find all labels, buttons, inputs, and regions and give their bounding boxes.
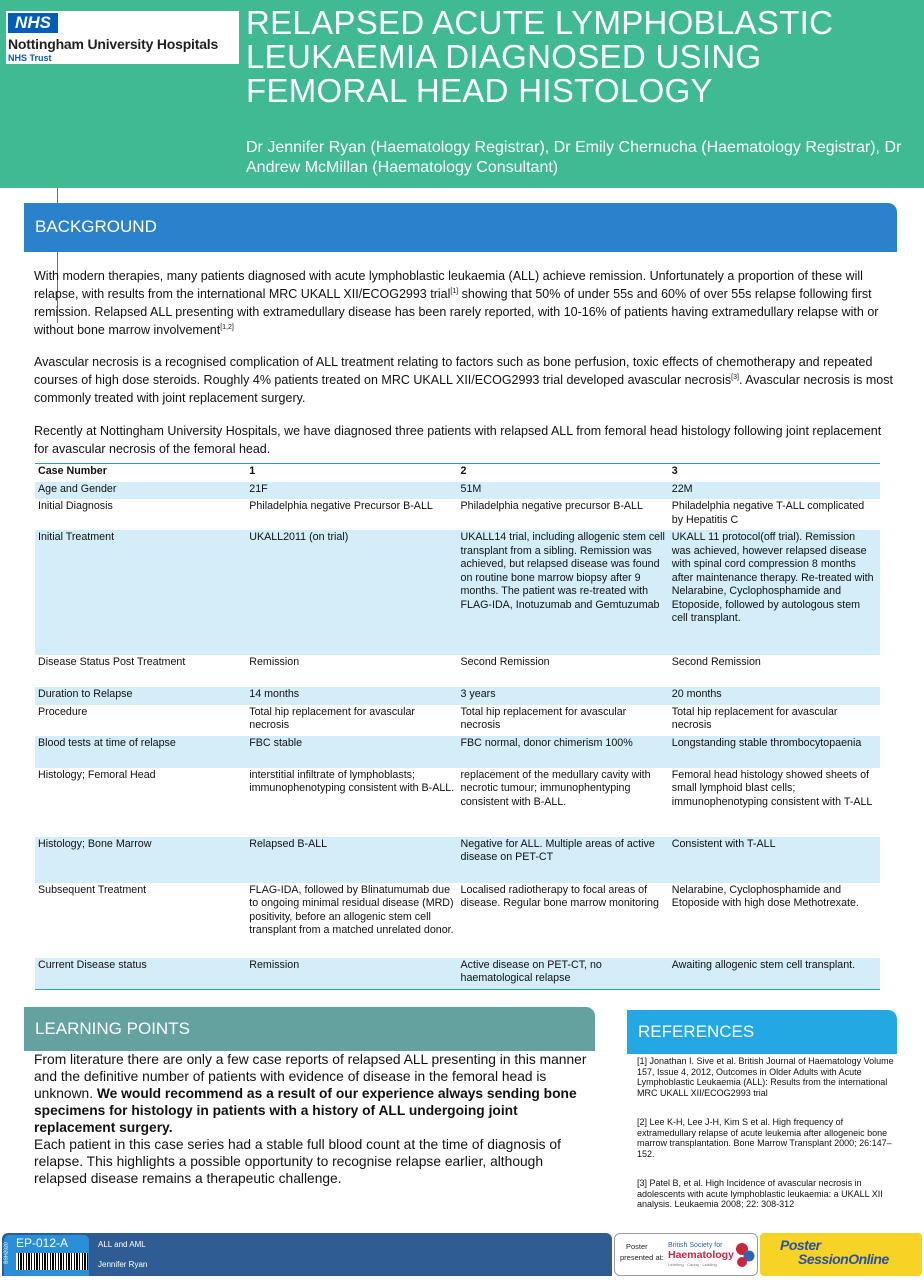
table-row-label: Initial Treatment bbox=[35, 530, 246, 655]
table-cell: Total hip replacement for avascular necrosis bbox=[249, 705, 415, 731]
table-cell: UKALL 11 protocol(off trial). Remission was achieved, however relapsed disease with spinal cord compression 8 months after maintenance therapy. Re-treated with Nelarabine, Cyclophosphamide and Etoposide, followed by autologous stem cell transplant. bbox=[669, 530, 880, 655]
table-row bbox=[35, 482, 880, 500]
table-cell: Consistent with T-ALL bbox=[669, 837, 880, 883]
table-row-label: Disease Status Post Treatment bbox=[38, 656, 186, 668]
case-table bbox=[35, 463, 880, 990]
table-cell: Negative for ALL. Multiple areas of active disease on PET-CT bbox=[458, 837, 669, 883]
table-cell: 3 years bbox=[458, 687, 669, 705]
citation-1: [1] bbox=[450, 288, 459, 295]
footer-bar bbox=[2, 1233, 612, 1276]
reference-item: [2] Lee K-H, Lee J-H, Kim S et al. High frequency of extramedullary relapse of acute leukemia after allogeneic bone marrow transplantation. Bone Marrow Transplant 2000; 26:147–152. bbox=[637, 1117, 892, 1159]
table-row bbox=[35, 655, 880, 687]
table-cell: FBC normal, donor chimerism 100% bbox=[458, 736, 669, 768]
table-row-label: Blood tests at time of relapse bbox=[35, 736, 246, 768]
table-cell: Nelarabine, Cyclophosphamide and Etoposide with high dose Methotrexate. bbox=[671, 883, 859, 909]
background-p2-text-a: Avascular necrosis is a recognised complication of ALL treatment relating to factors such as bone perfusion, toxic effects of chemotherapy and repeated courses of high dose steroids. Roughly 4% patients treated on MRC UKALL XII/ECOG2993 trial developed avascular necrosis bbox=[34, 355, 873, 387]
table-cell: 21F bbox=[246, 482, 457, 500]
reference-item: [1] Jonathan I. Sive et al. British Journal of Haematology Volume 157, Issue 4, 2012, Outcomes in Older Adults with Acute Lymphoblastic Leukaemia (ALL): Results from the international MRC UKALL XII/ECOG2993 trial bbox=[637, 1056, 894, 1098]
table-cell: Philadelphia negative Precursor B-ALL bbox=[249, 500, 433, 512]
table-cell: Relapsed B-ALL bbox=[246, 837, 457, 883]
background-p2-text-b: . Avascular necrosis is most commonly treated with joint replacement surgery. bbox=[34, 373, 893, 405]
table-cell: Active disease on PET-CT, no haematological relapse bbox=[458, 958, 669, 990]
table-cell: Localised radiotherapy to focal areas of disease. Regular bone marrow monitoring bbox=[460, 883, 659, 909]
table-cell: 20 months bbox=[669, 687, 880, 705]
learning-points-heading: LEARNING POINTS bbox=[24, 1007, 595, 1051]
table-cell: Longstanding stable thrombocytopaenia bbox=[669, 736, 880, 768]
poster-presenter: Jennifer Ryan bbox=[98, 1260, 148, 1269]
poster-authors: Dr Jennifer Ryan (Haematology Registrar), Dr Emily Chernucha (Haematology Registrar), Dr Andrew McMillan (Haematology Consultant) bbox=[246, 139, 902, 176]
table-cell: interstitial infiltrate of lymphoblasts; immunophenotyping consistent with B-ALL. bbox=[249, 768, 455, 794]
bsh-org-tagline: Learning · Caring · Leading bbox=[668, 1262, 717, 1267]
table-row bbox=[35, 768, 880, 837]
citation-1-2: [1,2] bbox=[220, 324, 234, 331]
table-row bbox=[35, 883, 880, 958]
table-row-label: Histology; Femoral Head bbox=[38, 768, 156, 781]
logo-org-name: Nottingham University Hospitals bbox=[8, 36, 219, 52]
table-cell: replacement of the medullary cavity with necrotic tumour; immunophentyping consistent with B-ALL. bbox=[460, 768, 651, 808]
table-cell: Awaiting allogenic stem cell transplant. bbox=[669, 958, 880, 990]
table-cell: 51M bbox=[458, 482, 669, 500]
table-row-label: Procedure bbox=[38, 705, 88, 718]
bsh-presented-label-2: presented at: bbox=[620, 1253, 664, 1262]
poster-title: RELAPSED ACUTE LYMPHOBLASTIC LEUKAEMIA DIAGNOSED USING FEMORAL HEAD HISTOLOGY bbox=[246, 4, 834, 109]
poster-session-online-logo bbox=[760, 1233, 922, 1276]
conference-vertical-label: BSH2020 bbox=[3, 1242, 10, 1264]
table-cell: 22M bbox=[669, 482, 880, 500]
table-header-cell: 2 bbox=[458, 464, 669, 482]
reference-item: [3] Patel B, et al. High Incidence of avascular necrosis in adolescents with acute lymphoblastic leukaemia: a UKALL XII analysis. Leukaemia 2008; 22: 308-312 bbox=[637, 1178, 883, 1209]
poster-track: ALL and AML bbox=[98, 1240, 146, 1249]
bsh-logo bbox=[614, 1233, 758, 1276]
background-paragraph-1 bbox=[34, 267, 898, 339]
learning-recommendation: We would recommend as a result of our experience always sending bone specimens for histology in patients with a history of ALL undergoing joint replacement surgery. bbox=[34, 1086, 577, 1135]
learning-text-2: Each patient in this case series had a stable full blood count at the time of diagnosis of relapse. This highlights a possible opportunity to recognise relapse earlier, although relapsed disease remains a therapeutic challenge. bbox=[34, 1137, 561, 1186]
table-row-label: Age and Gender bbox=[35, 482, 246, 500]
references-list bbox=[637, 1056, 899, 1229]
table-cell: Remission bbox=[246, 958, 457, 990]
citation-3: [3] bbox=[731, 374, 739, 381]
table-header-row bbox=[35, 464, 880, 482]
table-row bbox=[35, 837, 880, 883]
table-row bbox=[35, 705, 880, 736]
background-heading: BACKGROUND bbox=[24, 203, 897, 252]
table-cell: Second Remission bbox=[671, 656, 761, 668]
table-row-label: Duration to Relapse bbox=[35, 687, 246, 705]
table-header-cell: 3 bbox=[669, 464, 880, 482]
table-cell: Philadelphia negative T-ALL complicated by Hepatitis C bbox=[671, 500, 865, 526]
table-cell: Philadelphia negative precursor B-ALL bbox=[460, 500, 643, 512]
table-row-label: Initial Diagnosis bbox=[38, 500, 113, 512]
background-paragraph-2 bbox=[34, 353, 898, 407]
poster-code: EP-012-A bbox=[16, 1236, 69, 1250]
table-row-label: Current Disease status bbox=[35, 958, 246, 990]
background-p1-text-b: showing that 50% of under 55s and 60% of over 55s relapse following first remission. Relapsed ALL presenting with extramedullary disease has been rarely reported, with 10-16% of patients having extramedullary relapse with or without bone marrow involvement bbox=[34, 287, 879, 337]
table-header-cell: 1 bbox=[246, 464, 457, 482]
table-cell: 14 months bbox=[246, 687, 457, 705]
table-row-label: Subsequent Treatment bbox=[38, 883, 147, 896]
nhs-logo bbox=[6, 11, 239, 64]
table-cell: UKALL2011 (on trial) bbox=[246, 530, 457, 655]
table-cell: Total hip replacement for avascular necrosis bbox=[460, 705, 627, 731]
barcode-icon bbox=[16, 1253, 88, 1270]
bsh-presented-label: Poster bbox=[626, 1242, 648, 1251]
background-paragraph-3: Recently at Nottingham University Hospitals, we have diagnosed three patients with relapsed ALL from femoral head histology following joint replacement for avascular necrosis of the femoral head. bbox=[34, 424, 882, 456]
table-cell: UKALL14 trial, including allogenic stem cell transplant from a sibling. Remission was achieved, but relapsed disease was found on routine bone marrow biopsy after 9 months. The patient was re-treated with FLAG-IDA, Inotuzumab and Gemtuzumab bbox=[458, 530, 669, 655]
table-cell: FLAG-IDA, followed by Blinatumumab due to ongoing minimal residual disease (MRD) positivity, before an allogenic stem cell transplant from a matched unrelated donor. bbox=[249, 883, 454, 936]
table-row bbox=[35, 687, 880, 705]
table-cell: FBC stable bbox=[246, 736, 457, 768]
pso-logo-line-2: SessionOnline bbox=[798, 1251, 889, 1267]
table-cell: Total hip replacement for avascular necrosis bbox=[671, 705, 838, 731]
table-row bbox=[35, 958, 880, 990]
table-row bbox=[35, 530, 880, 655]
table-row-label: Histology; Bone Marrow bbox=[35, 837, 246, 883]
nhs-badge: NHS bbox=[8, 13, 58, 33]
bsh-org-line-2: Haematology bbox=[668, 1249, 734, 1261]
learning-text-1: From literature there are only a few case reports of relapsed ALL presenting in this manner and the definitive number of patients with evidence of disease in the femoral head is unknown. bbox=[34, 1052, 587, 1101]
pso-logo-line-1: Poster bbox=[780, 1237, 821, 1253]
table-cell: Remission bbox=[249, 656, 300, 668]
learning-points-text bbox=[34, 1051, 587, 1187]
table-cell: Second Remission bbox=[460, 656, 550, 668]
logo-trust-name: NHS Trust bbox=[8, 53, 52, 63]
table-header-cell: Case Number bbox=[35, 464, 246, 482]
table-row bbox=[35, 736, 880, 768]
references-heading: REFERENCES bbox=[627, 1010, 897, 1054]
table-cell: Femoral head histology showed sheets of small lymphoid blast cells; immunophenotyping consistent with T-ALL bbox=[671, 768, 873, 808]
background-p1-text-a: With modern therapies, many patients diagnosed with acute lymphoblastic leukaemia (ALL) achieve remission. Unfortunately a proportion of these will relapse, with results from the international MRC UKALL XII/ECOG2993 trial bbox=[34, 269, 863, 301]
bsh-emblem-icon bbox=[735, 1242, 755, 1268]
bsh-org-line-1: British Society for bbox=[668, 1242, 723, 1249]
table-row bbox=[35, 499, 880, 530]
